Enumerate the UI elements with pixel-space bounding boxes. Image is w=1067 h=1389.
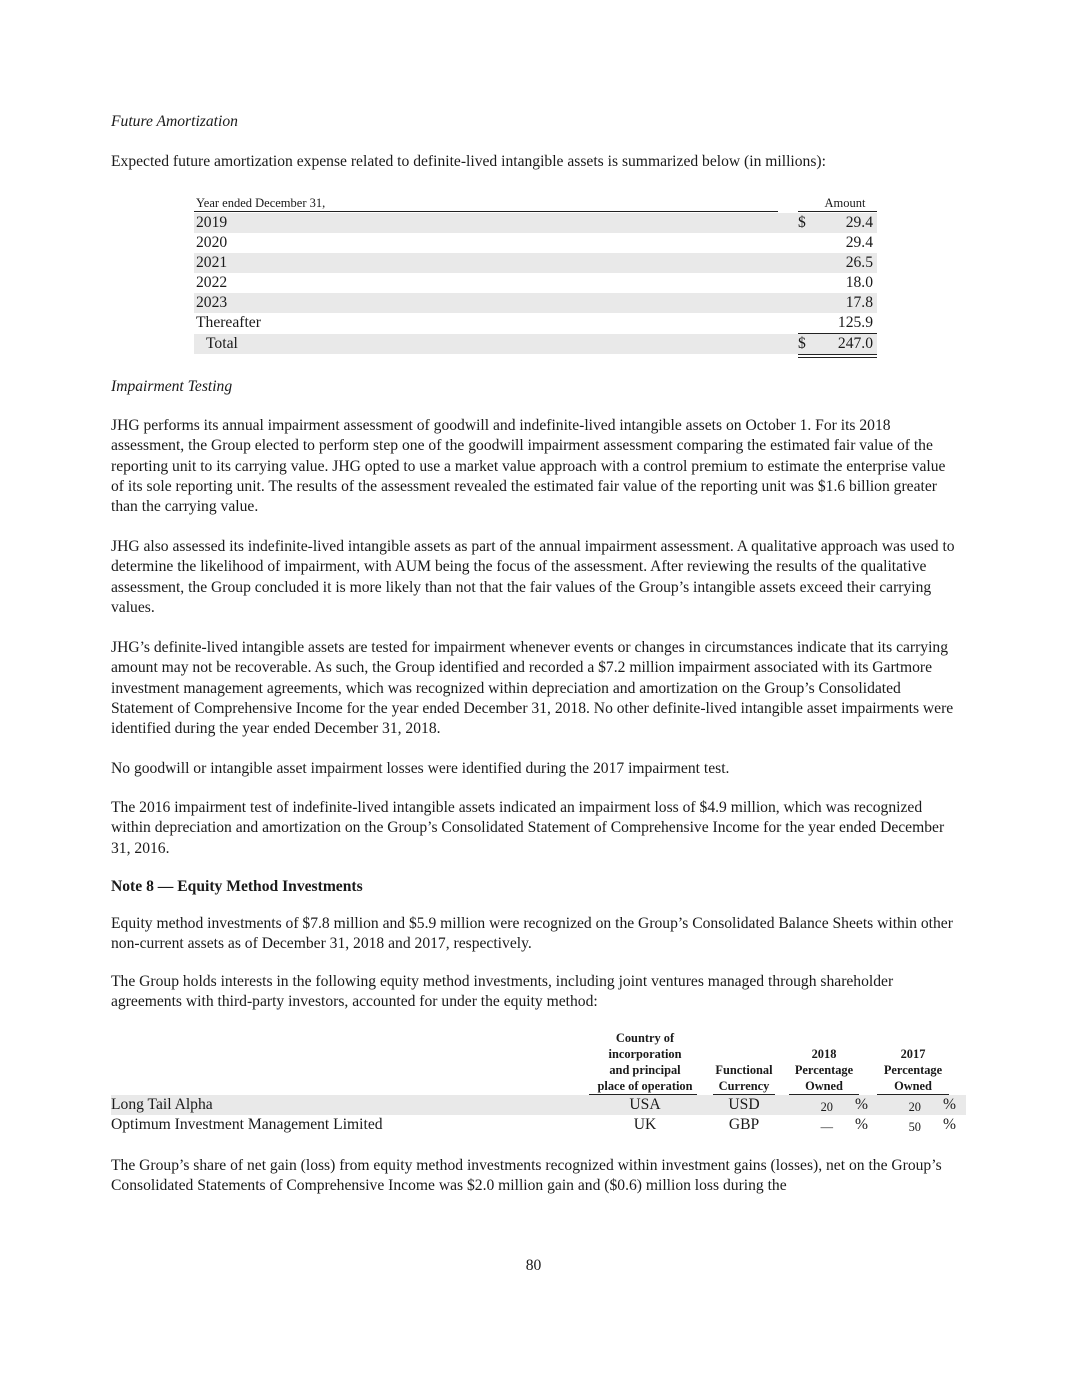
dollar-sign: $ <box>798 335 806 352</box>
investment-name: Long Tail Alpha <box>111 1096 213 1113</box>
row-year: Thereafter <box>196 314 261 331</box>
impairment-paragraph: JHG performs its annual impairment assessment of goodwill and indefinite-lived intangible assets on October 1. For its 2018 assessment, the Group elected to perform step one of the goodwill impairment assessment comparing the estimated fair value of the reporting unit to its carrying value. JHG opted to use a market value approach with a control premium to estimate the enterprise value of its sole reporting unit. The results of the assessment revealed the estimated fair value of the reporting unit was $1.6 billion greater than the carrying value. <box>111 417 946 516</box>
future-amortization-intro: Expected future amortization expense related to definite-lived intangible assets is summarized below (in millions): <box>111 153 826 170</box>
row-amount: 125.9 <box>837 314 873 331</box>
total-row <box>194 334 877 354</box>
currency-header: Functional Currency <box>715 1063 773 1093</box>
total-double-rule <box>798 354 877 355</box>
pct-2017: 50 <box>908 1120 921 1134</box>
table-row <box>194 253 877 273</box>
row-amount: 26.5 <box>845 254 873 271</box>
row-amount: 29.4 <box>845 214 873 231</box>
country: USA <box>629 1096 661 1113</box>
page-number: 80 <box>525 1257 542 1274</box>
table-row <box>194 213 877 233</box>
row-amount: 18.0 <box>845 274 873 291</box>
header-rule <box>194 211 778 212</box>
note8-paragraph: The Group holds interests in the following equity method investments, including joint ventures managed through shareholder agreements with third-party investors, accounted for under the equity method: <box>111 973 894 1011</box>
pct-2018: 20 <box>820 1100 833 1114</box>
impairment-paragraph: JHG’s definite-lived intangible assets are tested for impairment whenever events or changes in circumstances indicate that its carrying amount may not be recoverable. As such, the Group identified and recorded a $7.2 million impairment associated with its Gartmore investment management agreements, which was recognized within depreciation and amortization on the Group’s Consolidated Statement of Comprehensive Income for the year ended December 31, 2018. No other definite-lived intangible asset impairments were identified during the year ended December 31, 2018. <box>111 639 954 738</box>
note8-paragraph: The Group’s share of net gain (loss) from equity method investments recognized within investment gains (losses), net on the Group’s Consolidated Statements of Comprehensive Income was $2.0 million gain and ($0.6) million loss during the <box>111 1157 942 1195</box>
row-amount: 17.8 <box>845 294 873 311</box>
pct-2018-header: 2018 Percentage Owned <box>794 1047 854 1093</box>
percent-sign: % <box>855 1096 868 1113</box>
table-row <box>194 313 877 333</box>
future-amortization-heading: Future Amortization <box>111 113 238 130</box>
note8-heading: Note 8 — Equity Method Investments <box>111 878 363 895</box>
percent-sign: % <box>943 1096 956 1113</box>
row-year: 2022 <box>196 274 228 291</box>
total-double-rule <box>798 357 877 358</box>
amortization-table <box>194 196 877 356</box>
percent-sign: % <box>855 1116 868 1133</box>
table-row <box>194 273 877 293</box>
total-amount: 247.0 <box>837 335 873 352</box>
note8-paragraph: Equity method investments of $7.8 million and $5.9 million were recognized on the Group’s Consolidated Balance Sheets within other non-current assets as of December 31, 2018 and 2017, respectively. <box>111 915 953 953</box>
row-year: 2023 <box>196 294 228 311</box>
percent-sign: % <box>943 1116 956 1133</box>
investment-name: Optimum Investment Management Limited <box>111 1116 383 1133</box>
table-row <box>194 293 877 313</box>
table-row <box>111 1095 966 1115</box>
pct-2017: 20 <box>908 1100 921 1114</box>
amortization-amount-header: Amount <box>824 196 866 210</box>
row-year: 2020 <box>196 234 228 251</box>
table-row <box>111 1115 966 1135</box>
total-label: Total <box>206 335 238 352</box>
country: UK <box>633 1116 657 1133</box>
impairment-paragraph: No goodwill or intangible asset impairment losses were identified during the 2017 impairment test. <box>111 760 730 777</box>
equity-investments-table <box>111 1030 966 1140</box>
pct-2017-header: 2017 Percentage Owned <box>883 1047 943 1093</box>
row-amount: 29.4 <box>845 234 873 251</box>
impairment-paragraph: JHG also assessed its indefinite-lived intangible assets as part of the annual impairment assessment. A qualitative approach was used to determine the likelihood of impairment, with AUM being the focus of the assessment. After reviewing the results of the qualitative assessment, the Group concluded it is more likely than not that the fair values of the Group’s intangible assets exceed their carrying values. <box>111 538 955 616</box>
currency: USD <box>728 1096 760 1113</box>
currency: GBP <box>728 1116 760 1133</box>
dollar-sign: $ <box>798 214 806 231</box>
impairment-heading: Impairment Testing <box>111 378 233 395</box>
impairment-paragraph: The 2016 impairment test of indefinite-lived intangible assets indicated an impairment loss of $4.9 million, which was recognized within depreciation and amortization on the Group’s Consolidated Statement of Comprehensive Income for the year ended December 31, 2016. <box>111 799 945 857</box>
row-year: 2019 <box>196 214 228 231</box>
table-row <box>194 233 877 253</box>
row-year: 2021 <box>196 254 228 271</box>
header-rule <box>798 211 877 212</box>
country-header: Country of incorporation and principal place of operation <box>597 1031 693 1093</box>
pct-2018: — <box>820 1120 833 1134</box>
amortization-year-header: Year ended December 31, <box>196 196 326 210</box>
